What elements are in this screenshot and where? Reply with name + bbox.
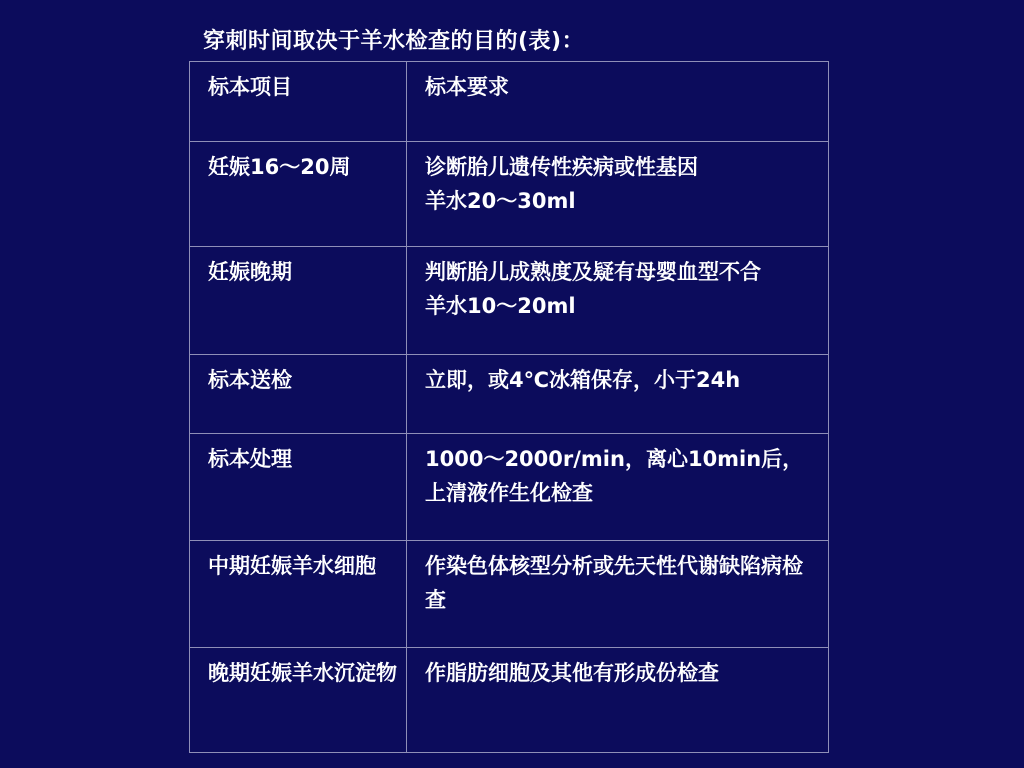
requirement-line: 羊水10～20ml bbox=[425, 294, 576, 318]
table-row bbox=[190, 142, 829, 247]
slide-title: 穿刺时间取决于羊水检查的目的(表)： bbox=[203, 29, 585, 54]
item-cell bbox=[190, 648, 407, 753]
requirement-cell bbox=[407, 247, 829, 355]
item-text: 晚期妊娠羊水沉淀物 bbox=[208, 661, 397, 685]
requirement-line: 判断胎儿成熟度及疑有母婴血型不合 bbox=[425, 260, 761, 284]
specimen-table bbox=[189, 61, 829, 753]
requirement-line: 作脂肪细胞及其他有形成份检查 bbox=[425, 661, 719, 685]
item-cell bbox=[190, 434, 407, 541]
header-cell-requirement: 标本要求 bbox=[407, 62, 829, 142]
table-row bbox=[190, 541, 829, 648]
requirement-line: 1000～2000r/min，离心10min后，上清液作生化检查 bbox=[425, 447, 804, 505]
item-cell bbox=[190, 355, 407, 434]
item-text: 妊娠晚期 bbox=[208, 260, 292, 284]
table-row bbox=[190, 247, 829, 355]
requirement-cell bbox=[407, 434, 829, 541]
header-cell-item: 标本项目 bbox=[190, 62, 407, 142]
table-row bbox=[190, 648, 829, 753]
requirement-line: 羊水20～30ml bbox=[425, 189, 576, 213]
item-cell bbox=[190, 247, 407, 355]
item-text: 标本处理 bbox=[208, 447, 292, 471]
requirement-cell bbox=[407, 648, 829, 753]
requirement-line: 诊断胎儿遗传性疾病或性基因 bbox=[425, 155, 698, 179]
item-cell bbox=[190, 541, 407, 648]
item-text: 中期妊娠羊水细胞 bbox=[208, 554, 376, 578]
table-row bbox=[190, 434, 829, 541]
item-text: 标本送检 bbox=[208, 368, 292, 392]
table-row bbox=[190, 355, 829, 434]
requirement-line: 立即，或4℃冰箱保存，小于24h bbox=[425, 368, 741, 392]
requirement-cell bbox=[407, 541, 829, 648]
requirement-line: 作染色体核型分析或先天性代谢缺陷病检查 bbox=[425, 554, 803, 612]
item-text: 妊娠16～20周 bbox=[208, 155, 351, 179]
table-header-row bbox=[190, 62, 829, 142]
requirement-cell bbox=[407, 355, 829, 434]
item-cell bbox=[190, 142, 407, 247]
requirement-cell bbox=[407, 142, 829, 247]
